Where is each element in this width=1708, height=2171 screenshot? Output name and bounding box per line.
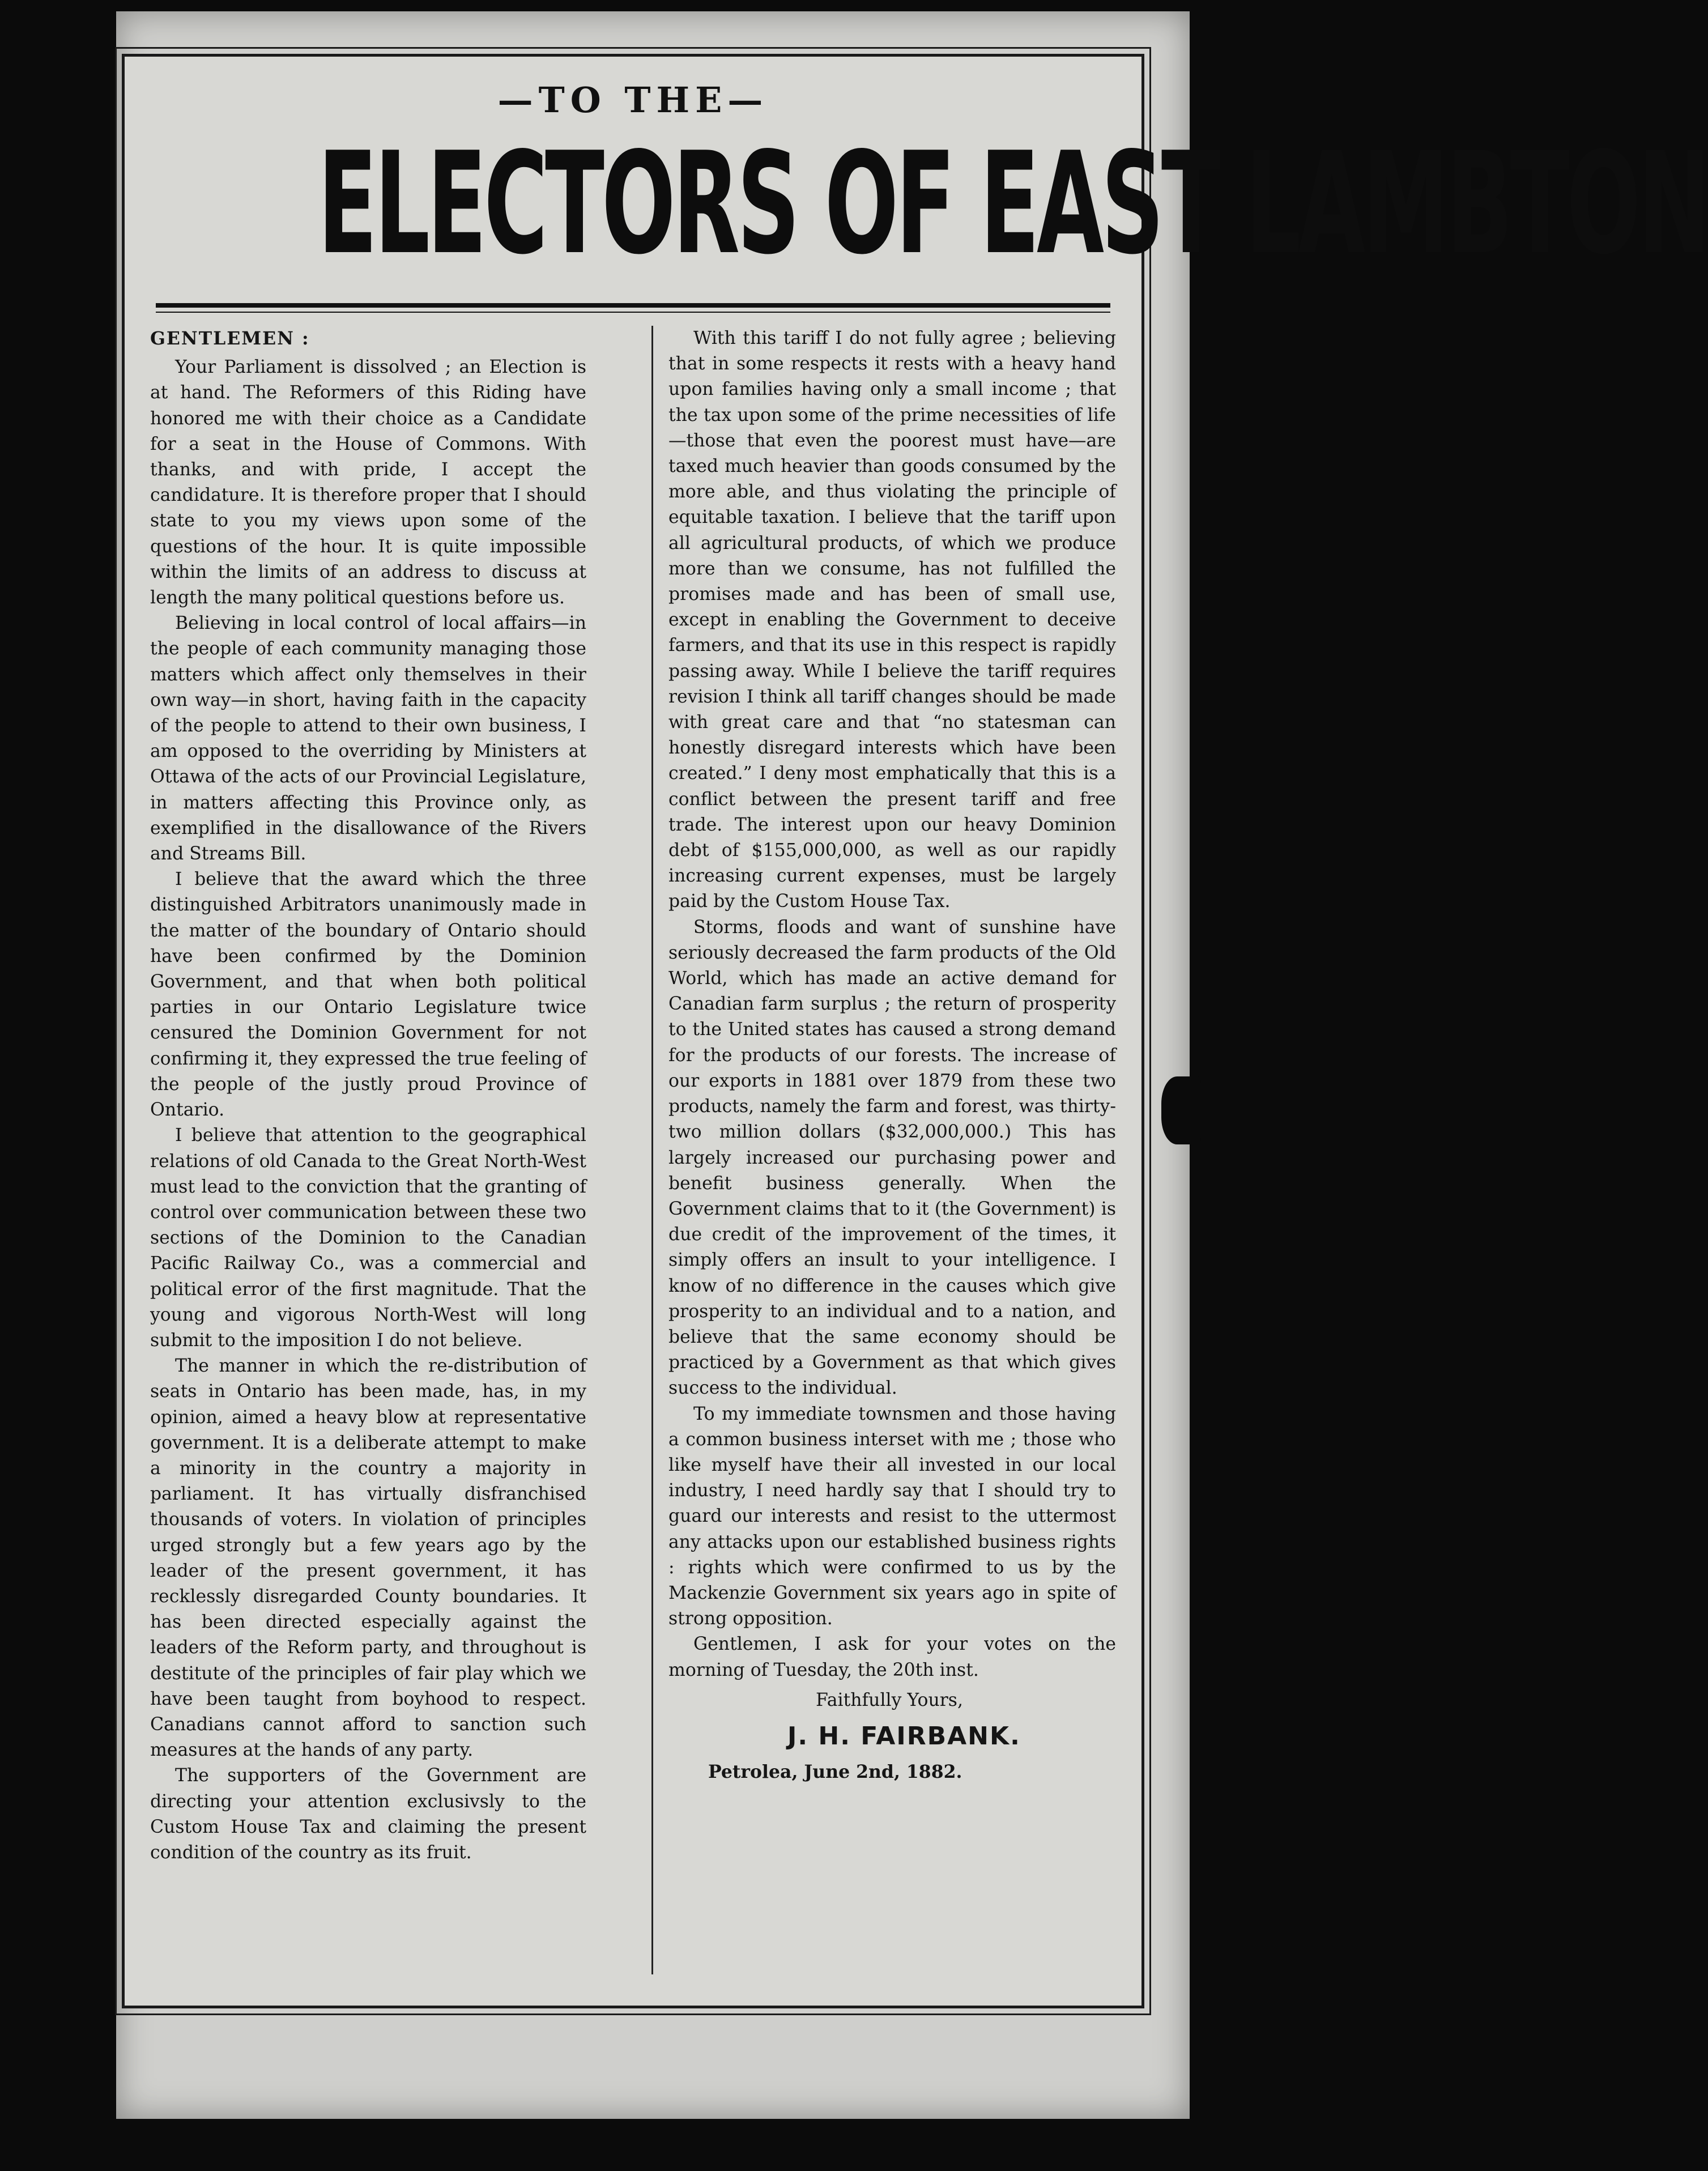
- title-rule: [156, 303, 1110, 308]
- title-rule-thin: [156, 312, 1110, 313]
- paragraph: I believe that the award which the three distinguished Arbitrators unanimously made in the matter of the boundary of Ontario should have been confirmed by the Dominion Government, and that when both political parties in our Ontario Legislature twice censured the Dominion Government for not confirming it, they expressed the true feeling of the people of the justly proud Province of Ontario.: [150, 869, 586, 1121]
- paragraph: Storms, floods and want of sunshine have seriously decreased the farm products of the Old World, which has made an active demand for Canadian farm surplus ; the return of prosperity to the United states has caused a strong demand for the products of our forests. The increase of our exports in 1881 over 1879 from these two products, namely the farm and forest, was thirty-two million dollars ($32,000,000.) This has largely increased our purchasing power and benefit business generally. When the Government claims that to it (the Government) is due credit of the improvement of the times, it simply offers an insult to your intelligence. I know of no difference in the causes which give prosperity to an individual and to a nation, and believe that the same economy should be practiced by a Government as that which gives success to the individual.: [668, 917, 1116, 1399]
- poster-frame: [122, 54, 1708, 2008]
- paragraph: The supporters of the Government are directing your attention exclusivsly to the Custom House Tax and claiming the present condition of the country as its fruit.: [150, 1765, 586, 1863]
- paragraph: Your Parliament is dissolved ; an Election is at hand. The Reformers of this Riding have honored me with their choice as a Candidate for a seat in the House of Commons. With thanks, and with pride, I accept the candidature. It is therefore proper that I should state to you my views upon some of the questions of the hour. It is quite impossible within the limits of an address to discuss at length the many political questions before us.: [150, 357, 586, 608]
- paragraph: I believe that attention to the geographical relations of old Canada to the Great North-West must lead to the conviction that the granting of control over communication between these two sections of the Dominion to the Canadian Pacific Railway Co., was a commercial and political error of the first magnitude. That the young and vigorous North-West will long submit to the imposition I do not believe.: [150, 1125, 586, 1351]
- poster-title: ELECTORS OF EAST LAMBTON: [318, 122, 1708, 286]
- column-divider: [651, 326, 653, 1974]
- place-date: Petrolea, June 2nd, 1882.: [708, 1761, 962, 1783]
- paragraph: Believing in local control of local affairs—in the people of each community managing those matters which affect only themselves in their own way—in short, having faith in the capacity of the people to attend to their own business, I am opposed to the overriding by Ministers at Ottawa of the acts of our Provincial Legislature, in matters affecting this Province only, as exemplified in the disallowance of the Rivers and Streams Bill.: [150, 613, 586, 865]
- right-column: [668, 326, 1116, 1974]
- salutation: GENTLEMEN :: [150, 328, 310, 349]
- signature: J. H. FAIRBANK.: [787, 1721, 1021, 1751]
- paragraph: To my immediate townsmen and those having a common business interset with me ; those who like myself have their all invested in our local industry, I need hardly say that I should try to guard our interests and resist to the uttermost any attacks upon our established business rights : rights which were confirmed to us by the Mackenzie Government six years ago in spite of strong opposition.: [668, 1403, 1116, 1629]
- closing: Faithfully Yours,: [816, 1689, 963, 1710]
- torn-edge: [1161, 1076, 1201, 1144]
- paragraph: Gentlemen, I ask for your votes on the morning of Tuesday, the 20th inst.: [668, 1634, 1116, 1680]
- paragraph: With this tariff I do not fully agree ; believing that in some respects it rests with a heavy hand upon families having only a small income ; that the tax upon some of the prime necessities of life—those that even the poorest must have—are taxed much heavier than goods consumed by the more able, and thus violating the principle of equitable taxation. I believe that the tariff upon all agricultural products, of which we produce more than we consume, has not fulfilled the promises made and has been of small use, except in enabling the Government to deceive farmers, and that its use in this respect is rapidly passing away. While I believe the tariff requires revision I think all tariff changes should be made with great care and that “no statesman can honestly disregard interests which have been created.” I deny most emphatically that this is a conflict between the present tariff and free trade. The interest upon our heavy Dominion debt of $155,000,000, as well as our rapidly increasing current expenses, must be largely paid by the Custom House Tax.: [668, 328, 1116, 912]
- header-to-the: —TO THE—: [497, 79, 769, 121]
- paragraph: The manner in which the re-distribution of seats in Ontario has been made, has, in my opinion, aimed a heavy blow at representative government. It is a deliberate attempt to make a minority in the country a majority in parliament. It has virtually disfranchised thousands of voters. In violation of principles urged strongly but a few years ago by the leader of the present government, it has recklessly disregarded County boundaries. It has been directed especially against the leaders of the Reform party, and throughout is destitute of the principles of fair play which we have been taught from boyhood to respect. Canadians cannot afford to sanction such measures at the hands of any party.: [150, 1356, 586, 1761]
- left-column: [150, 326, 586, 1974]
